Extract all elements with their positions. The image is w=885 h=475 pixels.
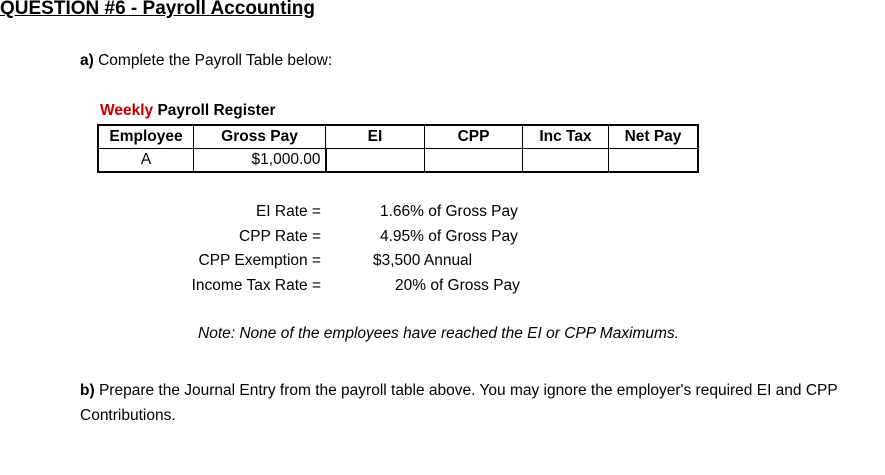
part-b-text: Prepare the Journal Entry from the payroll table above. You may ignore the employer's required EI and CPP Contributions. (80, 382, 838, 424)
income-tax-rate-label: Income Tax Rate = (191, 277, 321, 294)
cell-ei[interactable] (326, 149, 425, 173)
cell-employee: A (98, 149, 194, 173)
part-b-letter: b) (80, 382, 95, 399)
income-tax-rate-value: 20% of Gross Pay (395, 277, 520, 294)
header-cpp: CPP (425, 125, 523, 149)
header-net-pay: Net Pay (609, 125, 699, 149)
payroll-table (97, 124, 699, 173)
note-text: Note: None of the employees have reached the EI or CPP Maximums. (198, 325, 680, 342)
header-ei: EI (326, 125, 425, 149)
cell-cpp[interactable] (425, 149, 523, 173)
header-inc-tax: Inc Tax (523, 125, 609, 149)
cell-gross-pay: $1,000.00 (194, 149, 326, 173)
register-title (100, 102, 275, 120)
header-gross-pay: Gross Pay (194, 125, 326, 149)
register-title-rest: Payroll Register (157, 102, 276, 119)
part-b-instruction (80, 378, 880, 428)
table-header-row (98, 125, 698, 149)
table-row (98, 149, 698, 173)
cpp-rate-value: 4.95% of Gross Pay (380, 228, 518, 245)
register-title-weekly: Weekly (100, 102, 154, 119)
cpp-exemption-label: CPP Exemption = (198, 252, 321, 269)
part-a-letter: a) (80, 52, 94, 69)
cpp-exemption-value: $3,500 Annual (373, 252, 473, 269)
header-employee: Employee (98, 125, 194, 149)
part-a-instruction (80, 52, 332, 70)
ei-rate-value: 1.66% of Gross Pay (380, 203, 518, 220)
cell-net-pay[interactable] (609, 149, 699, 173)
question-title: QUESTION #6 - Payroll Accounting (0, 0, 315, 19)
cell-inc-tax[interactable] (523, 149, 609, 173)
ei-rate-label: EI Rate = (255, 203, 321, 220)
cpp-rate-label: CPP Rate = (239, 228, 321, 245)
part-a-text: Complete the Payroll Table below: (98, 52, 333, 69)
